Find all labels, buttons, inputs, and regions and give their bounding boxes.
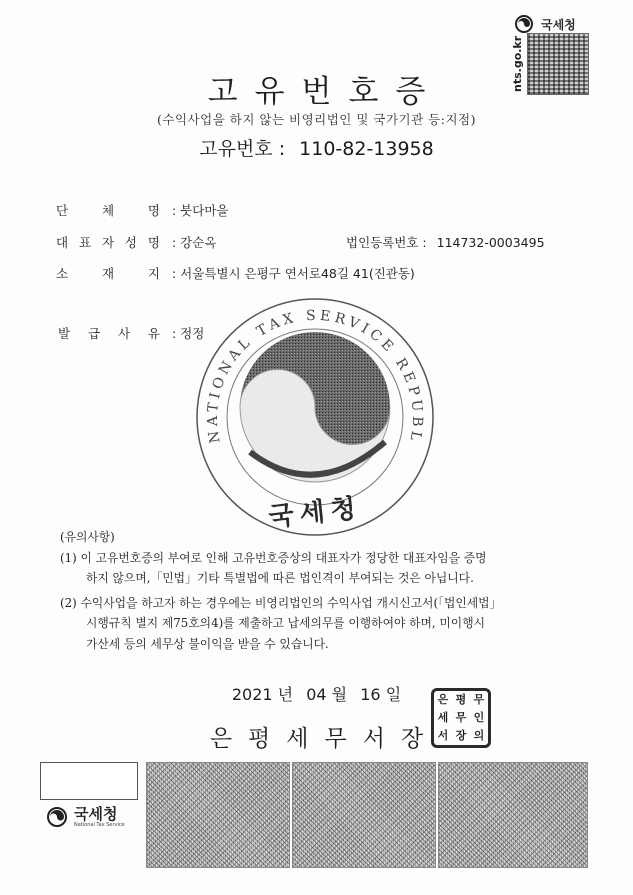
footer-logo-name: 국세청 bbox=[74, 805, 118, 823]
label-char: 소 bbox=[56, 266, 69, 281]
nts-emblem-icon bbox=[512, 14, 536, 34]
notice-item-2-line-2: 시행규칙 별지 제75호의4)를 제출하고 납세의무를 이행하여야 하며, 미이행시 bbox=[86, 616, 485, 630]
corp-reg-label: 법인등록번호 : bbox=[346, 235, 427, 250]
footer-logo-sub: National Tax Service bbox=[74, 822, 125, 828]
label-char: 명 bbox=[147, 235, 160, 250]
office-name: 은평세무서장 bbox=[209, 726, 440, 752]
address-value: : 서울특별시 은평구 연서로48길 41(진관동) bbox=[172, 266, 415, 281]
issue-year: 2021 bbox=[231, 685, 273, 704]
issue-date bbox=[0, 682, 633, 705]
issue-day: 16 bbox=[360, 685, 381, 704]
org-name-value: : 붓다마을 bbox=[172, 203, 229, 218]
field-org-name bbox=[56, 201, 229, 219]
issue-reason-label bbox=[58, 324, 160, 342]
field-representative bbox=[56, 233, 216, 251]
label-char: 단 bbox=[56, 203, 69, 218]
seal-center-text: 국세청 bbox=[267, 493, 364, 533]
issue-reason-value: : 정정 bbox=[172, 326, 205, 341]
label-char: 자 bbox=[101, 235, 115, 250]
official-stamp bbox=[431, 688, 491, 748]
stamp-char: 무 bbox=[455, 711, 467, 724]
nts-logo-top bbox=[512, 14, 536, 34]
org-name-label bbox=[56, 201, 160, 219]
issue-day-unit: 일 bbox=[385, 685, 402, 704]
label-char: 지 bbox=[147, 266, 160, 281]
label-char: 사 bbox=[117, 326, 131, 341]
stamp-char: 무 bbox=[473, 693, 485, 706]
corp-reg-value: 114732-0003495 bbox=[436, 235, 545, 250]
notice-item-1-line-2: 하지 않으며,「민법」기타 특별법에 따른 법인격이 부여되는 것은 아닙니다. bbox=[86, 571, 474, 585]
notice-heading: (유의사항) bbox=[60, 530, 115, 544]
nts-emblem-icon bbox=[44, 806, 70, 828]
label-char: 급 bbox=[87, 326, 101, 341]
stamp-char: 서 bbox=[437, 729, 449, 742]
label-char: 표 bbox=[78, 235, 92, 250]
stamp-char: 은 bbox=[437, 693, 449, 706]
notice-section bbox=[60, 527, 580, 654]
field-corp-reg bbox=[346, 233, 545, 251]
security-pattern-2 bbox=[292, 762, 436, 868]
brand-name-top: 국세청 bbox=[541, 18, 576, 32]
notice-item-2-line-3: 가산세 등의 세무상 불이익을 받을 수 있습니다. bbox=[86, 636, 329, 651]
registration-number bbox=[0, 134, 633, 161]
address-label bbox=[56, 264, 160, 282]
label-char: 명 bbox=[147, 203, 160, 218]
label-char: 체 bbox=[101, 203, 115, 218]
label-char: 재 bbox=[101, 266, 115, 281]
security-pattern-1 bbox=[146, 762, 290, 868]
nts-seal-watermark bbox=[190, 292, 440, 542]
site-url: nts.go.kr bbox=[511, 35, 524, 92]
notice-item-1-line-1: (1) 이 고유번호증의 부여로 인해 고유번호증상의 대표자가 정당한 대표자임을 증명 bbox=[60, 550, 487, 565]
stamp-char: 인 bbox=[473, 711, 485, 724]
document-title: 고유번호증 bbox=[207, 74, 443, 110]
stamp-char: 평 bbox=[455, 693, 467, 706]
issue-month: 04 bbox=[306, 685, 327, 704]
label-char: 성 bbox=[124, 235, 137, 250]
stamp-char: 세 bbox=[437, 711, 449, 724]
notice-item-2-line-1: (2) 수익사업을 하고자 하는 경우에는 비영리법인의 수익사업 개시신고서(「법인세법」 bbox=[60, 595, 502, 610]
security-pattern-3 bbox=[438, 762, 588, 868]
rep-value: : 강순옥 bbox=[172, 235, 217, 250]
label-char: 유 bbox=[147, 326, 160, 341]
label-char: 발 bbox=[58, 326, 71, 341]
label-char: 대 bbox=[56, 235, 69, 250]
field-issue-reason bbox=[58, 324, 204, 342]
document-subtitle: (수익사업을 하지 않는 비영리법인 및 국가기관 등:지점) bbox=[157, 112, 476, 127]
blank-box bbox=[40, 762, 138, 800]
issue-year-unit: 년 bbox=[277, 685, 294, 704]
nts-logo-bottom bbox=[44, 806, 125, 828]
registration-label: 고유번호 : bbox=[199, 138, 286, 160]
issue-month-unit: 월 bbox=[331, 685, 348, 704]
rep-label bbox=[56, 233, 160, 251]
stamp-char: 장 bbox=[455, 729, 467, 742]
stamp-char: 의 bbox=[473, 729, 485, 742]
field-address bbox=[56, 264, 415, 282]
registration-value: 110-82-13958 bbox=[299, 138, 434, 160]
seal-ring-text: NATIONAL TAX SERVICE REPUBL bbox=[204, 307, 426, 446]
